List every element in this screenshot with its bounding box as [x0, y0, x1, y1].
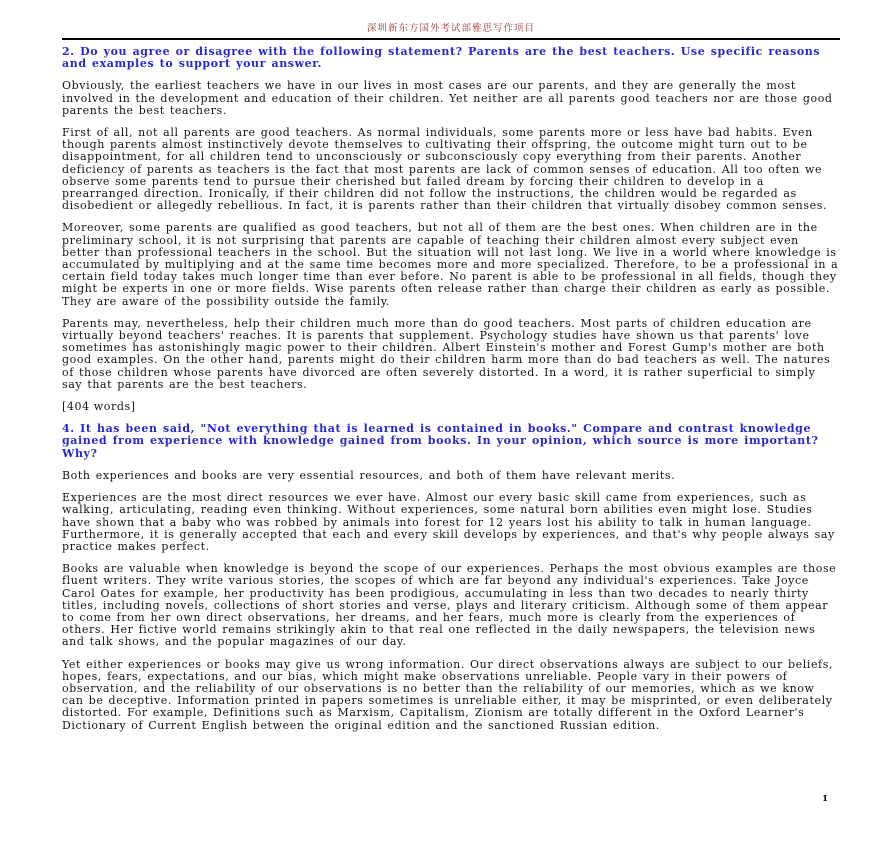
essay2-paragraph-1: Both experiences and books are very essential resources, and both of them have relevant merits. — [62, 468, 676, 482]
essay1-paragraph-1: Obviously, the earliest teachers we have in our lives in most cases are our parents, and they are generally the most involved in the development and education of their children. Yet neither are all parents good teachers nor are those good parents the best teachers. — [62, 79, 833, 117]
essay1-word-count: [404 words] — [62, 400, 136, 414]
document-header-title: 深圳新东方国外考试部雅思写作项目 — [62, 20, 840, 40]
essay1-paragraph-4: Parents may, nevertheless, help their children much more than do good teachers. Most parts of children education are virtually beyond teachers' reaches. It is parents that supplement. Psychology studies have shown us that parents' love sometimes has astonishingly magic power to their children. Albert Einstein's mother and Forest Gump's mother are both good examples. On the other hand, parents might do their children harm more than do bad teachers as well. The natures of those children whose parents have divorced are often severely distorted. In a word, it is rather superficial to simply say that parents are the best teachers. — [62, 316, 831, 391]
essay2-paragraph-3: Books are valuable when knowledge is beyond the scope of our experiences. Perhaps the most obvious examples are those fluent writers. They write various stories, the scopes of which are far beyond any individual's experiences. Take Joyce Carol Oates for example, her productivity has been prodigious, accumulating in less than two decades to nearly thirty titles, including novels, collections of short stories and verse, plays and literary criticism. Although some of them appear to come from her own direct observations, her dreams, and her fears, much more is clearly from the experiences of others. Her fictive world remains strikingly akin to that real one reflected in the daily newspapers, the television news and talk shows, and the popular magazines of our day. — [62, 562, 837, 649]
essay2-question: 4. It has been said, "Not everything that is learned is contained in books." Compare and contrast knowledge gained from experience with knowledge gained from books. In your opinion, which source is more important? Why? — [62, 422, 819, 460]
essay1-paragraph-3: Moreover, some parents are qualified as good teachers, but not all of them are the best ones. When children are in the preliminary school, it is not surprising that parents are capable of teaching their children almost every subject even better than professional teachers in the school. But the situation will not last long. We live in a world where knowledge is accumulated by multiplying and at the same time becomes more and more specialized. Therefore, to be a professional in a certain field today takes much longer time than ever before. No parent is able to be professional in all fields, though they might be experts in one or more fields. Wise parents often release rather than charge their children as early as possible. They are aware of the possibility outside the family. — [62, 221, 839, 308]
essay2-paragraph-2: Experiences are the most direct resources we ever have. Almost our every basic skill came from experiences, such as walking, articulating, reading even thinking. Without experiences, some natural born abilities even might lose. Studies have shown that a baby who was robbed by animals into forest for 12 years lost his ability to talk in human language. Furthermore, it is generally accepted that each and every skill develops by experiences, and that's why people always say practice makes perfect. — [62, 491, 835, 553]
essay1-paragraph-2: First of all, not all parents are good teachers. As normal individuals, some parents more or less have bad habits. Even though parents almost instinctively devote themselves to cultivating their offspring, the outcome might turn out to be disappointment, for all children tend to unconsciously or subconsciously copy everything from their parents. Another deficiency of parents as teachers is the fact that most parents are lack of common senses of education. All too often we observe some parents tend to pursue their cherished but failed dream by forcing their children to develop in a prearranged direction. Ironically, if their children did not follow the instructions, the children would be regarded as disobedient or allegedly rebellious. In fact, it is parents rather than their children that virtually disobey common senses. — [62, 126, 828, 213]
essay1-question: 2. Do you agree or disagree with the following statement? Parents are the best teachers. Use specific reasons and examples to support your answer. — [62, 45, 821, 71]
page-number: 1 — [822, 794, 828, 804]
document-content — [62, 20, 840, 742]
essay2-paragraph-4: Yet either experiences or books may give us wrong information. Our direct observations always are subject to our beliefs, hopes, fears, expectations, and our bias, which might make observations unreliable. People vary in their powers of observation, and the reliability of our observations is no better than the reliability of our memories, which as we know can be deceptive. Information printed in papers sometimes is unreliable either, it may be misprinted, or even deliberately distorted. For example, Definitions such as Marxism, Capitalism, Zionism are totally different in the Oxford Learner's Dictionary of Current English between the original edition and the sanctioned Russian edition. — [62, 657, 834, 732]
